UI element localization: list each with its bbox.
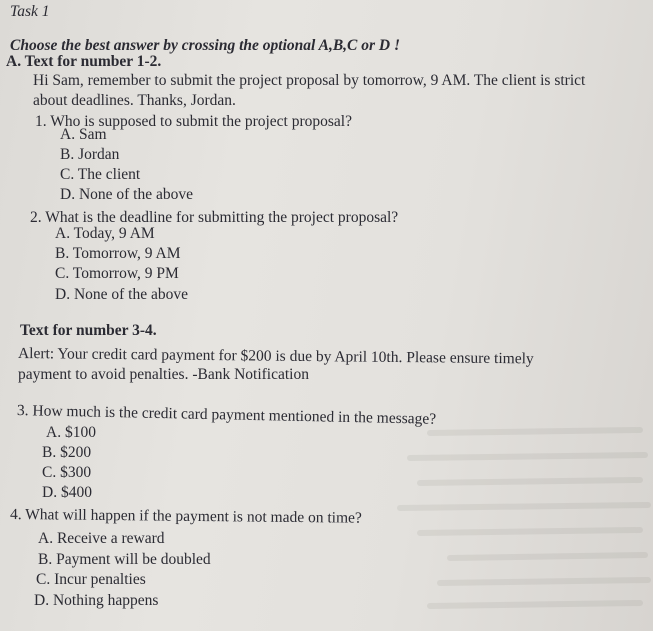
instruction: Choose the best answer by crossing the optional A,B,C or D ! (10, 37, 400, 54)
section-a-text-line1: Hi Sam, remember to submit the project proposal by tomorrow, 9 AM. The client is strict (33, 72, 586, 89)
question-4: 4. What will happen if the payment is not made on time? (9, 506, 362, 527)
section-a-label: A. Text for number 1-2. (6, 53, 162, 70)
question-3-option-b[interactable]: B. $200 (42, 444, 92, 461)
question-3-option-d[interactable]: D. $400 (42, 484, 92, 501)
question-3-option-a[interactable]: A. $100 (46, 424, 96, 441)
section-a-text-line2: about deadlines. Thanks, Jordan. (33, 92, 236, 109)
question-2-option-a[interactable]: A. Today, 9 AM (55, 225, 155, 242)
question-1-option-a[interactable]: A. Sam (60, 126, 107, 143)
question-2-option-d[interactable]: D. None of the above (55, 286, 188, 303)
question-3: 3. How much is the credit card payment mentioned in the message? (16, 402, 437, 428)
section-b-text-line1: Alert: Your credit card payment for $200 is due by April 10th. Please ensure timely (17, 345, 534, 368)
section-b-label: Text for number 3-4. (20, 322, 157, 339)
question-4-option-a[interactable]: A. Receive a reward (38, 530, 165, 547)
task-title: Task 1 (10, 3, 50, 20)
question-4-option-b[interactable]: B. Payment will be doubled (38, 551, 211, 568)
question-1-option-c[interactable]: C. The client (60, 166, 141, 183)
section-b-text-line2: payment to avoid penalties. -Bank Notification (18, 366, 309, 383)
question-4-option-d[interactable]: D. Nothing happens (34, 592, 159, 609)
question-2-option-c[interactable]: C. Tomorrow, 9 PM (55, 265, 179, 282)
question-4-option-c[interactable]: C. Incur penalties (36, 571, 146, 588)
question-1-option-d[interactable]: D. None of the above (60, 186, 193, 203)
question-1: 1. Who is supposed to submit the project proposal? (35, 113, 352, 130)
question-1-option-b[interactable]: B. Jordan (60, 146, 120, 163)
question-2-option-b[interactable]: B. Tomorrow, 9 AM (55, 245, 181, 262)
question-3-option-c[interactable]: C. $300 (42, 464, 92, 481)
question-2: 2. What is the deadline for submitting the project proposal? (30, 209, 399, 226)
